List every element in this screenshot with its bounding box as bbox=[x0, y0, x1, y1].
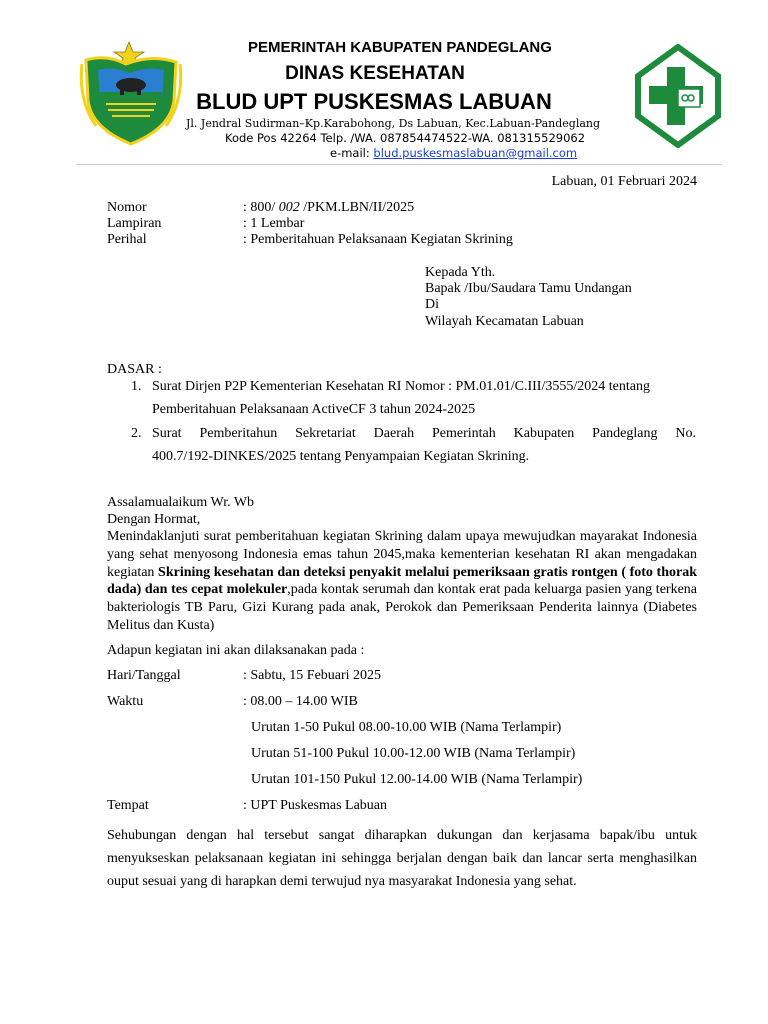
dasar-item-number: 2. bbox=[131, 426, 142, 441]
body-text: ,pada kontak serumah dan kontak erat pada keluarga pasien yang terkena bakteriologis TB Paru, Gizi Kurang pada anak, Perokok dan Pemeriksaan Penderita lainnya (Diabetes Melitus dan Kusta) bbox=[107, 582, 697, 633]
perihal-value: : Pemberitahuan Pelaksanaan Kegiatan Skrining bbox=[243, 232, 513, 247]
email-link[interactable]: blud.puskesmaslabuan@gmail.com bbox=[373, 146, 578, 160]
day-value: : Sabtu, 15 Febuari 2025 bbox=[243, 668, 382, 683]
schedule-intro: Adapun kegiatan ini akan dilaksanakan pada : bbox=[107, 643, 365, 658]
nomor-suffix: /PKM.LBN/II/2025 bbox=[299, 200, 415, 215]
recipient-line: Kepada Yth. bbox=[425, 265, 496, 280]
day-label: Hari/Tanggal bbox=[107, 668, 181, 683]
session-line: Urutan 51-100 Pukul 10.00-12.00 WIB (Nama Terlampir) bbox=[251, 746, 576, 761]
letterhead-email-line bbox=[330, 146, 577, 160]
letterhead-address: Jl. Jendral Sudirman–Kp.Karabohong, Ds Labuan, Kec.Labuan-Pandeglang bbox=[186, 117, 601, 130]
recipient-line: Di bbox=[425, 297, 439, 312]
dasar-item-line: Pemberitahuan Pelaksanaan ActiveCF 3 tahun 2024-2025 bbox=[152, 402, 476, 417]
closing-paragraph: Sehubungan dengan hal tersebut sangat diharapkan dukungan dan kerjasama bapak/ibu untuk menyukseskan pelaksanaan kegiatan ini sehingga berjalan dengan baik dan lancar serta menghasilkan ouput sesuai yang di harapkan demi terwujud nya masyarakat Indonesia yang sehat. bbox=[107, 828, 697, 890]
time-label: Waktu bbox=[107, 694, 144, 709]
session-line: Urutan 101-150 Pukul 12.00-14.00 WIB (Nama Terlampir) bbox=[251, 772, 583, 787]
perihal-label: Perihal bbox=[107, 232, 147, 247]
greeting: Assalamualaikum Wr. Wb bbox=[107, 495, 255, 510]
place-label: Tempat bbox=[107, 798, 149, 813]
pandeglang-emblem-icon bbox=[76, 40, 186, 150]
body-text: Menindaklanjuti surat pemberitahuan kegiatan Skrining dalam upaya mewujudkan mayarakat Indonesia yang sehat menyosong Indonesia emas tahun 2045,maka kementerian kesehatan RI akan mengadakan kegiatan bbox=[107, 529, 697, 580]
place-value: : UPT Puskesmas Labuan bbox=[243, 798, 388, 813]
dasar-item-line: Surat Dirjen P2P Kementerian Kesehatan RI Nomor : PM.01.01/C.III/3555/2024 tentang bbox=[152, 379, 650, 394]
header-divider bbox=[76, 164, 722, 165]
dasar-item-line: 400.7/192-DINKES/2025 tentang Penyampaian Kegiatan Skrining. bbox=[152, 449, 530, 464]
lampiran-value: : 1 Lembar bbox=[243, 216, 305, 231]
recipient-line: Wilayah Kecamatan Labuan bbox=[425, 314, 584, 329]
body-paragraph bbox=[107, 528, 697, 635]
lampiran-label: Lampiran bbox=[107, 216, 162, 231]
dasar-item-number: 1. bbox=[131, 379, 142, 394]
session-line: Urutan 1-50 Pukul 08.00-10.00 WIB (Nama Terlampir) bbox=[251, 720, 562, 735]
time-value: : 08.00 – 14.00 WIB bbox=[243, 694, 358, 709]
letter-date: Labuan, 01 Februari 2024 bbox=[551, 174, 697, 189]
email-label: e-mail: bbox=[330, 146, 374, 160]
letterhead-line1: PEMERINTAH KABUPATEN PANDEGLANG bbox=[248, 39, 552, 56]
letterhead-line3: BLUD UPT PUSKESMAS LABUAN bbox=[196, 89, 552, 114]
salutation: Dengan Hormat, bbox=[107, 512, 201, 527]
nomor-number: 002 bbox=[278, 200, 300, 215]
dasar-item-line: Surat Pemberitahun Sekretariat Daerah Pemerintah Kabupaten Pandeglang No. bbox=[152, 426, 696, 441]
recipient-line: Bapak /Ibu/Saudara Tamu Undangan bbox=[425, 281, 632, 296]
letterhead-contact: Kode Pos 42264 Telp. /WA. 087854474522-WA. 081315529062 bbox=[225, 131, 586, 145]
puskesmas-logo-icon bbox=[634, 44, 722, 148]
dasar-title: DASAR : bbox=[107, 362, 162, 377]
nomor-prefix: : 800/ bbox=[243, 200, 279, 215]
nomor-value bbox=[243, 200, 414, 216]
letterhead-line2: DINAS KESEHATAN bbox=[285, 63, 465, 84]
nomor-label: Nomor bbox=[107, 200, 147, 215]
body-bold-text: Skrining kesehatan dan deteksi penyakit melalui pemeriksaan gratis rontgen ( foto thorak dada) dan tes cepat molekuler bbox=[107, 564, 697, 598]
